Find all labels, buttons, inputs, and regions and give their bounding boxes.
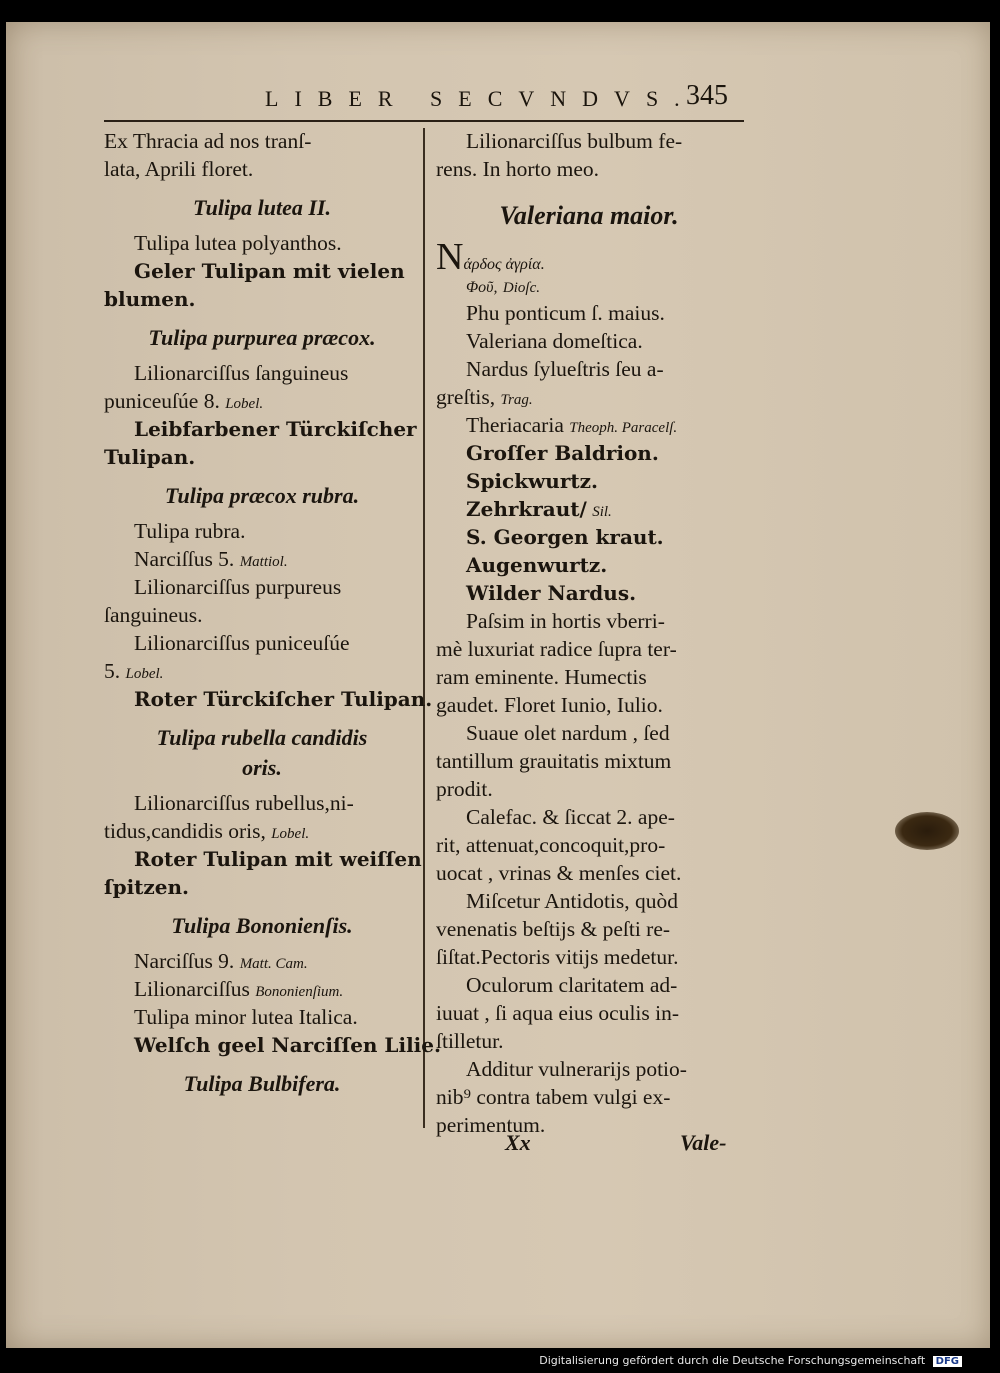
text-line bbox=[436, 299, 742, 327]
heading-text: Tulipa Bulbifera. bbox=[183, 1071, 341, 1096]
greek-synonym-line bbox=[436, 236, 742, 278]
text-line bbox=[436, 775, 742, 803]
author-citation: Trag. bbox=[500, 392, 533, 408]
text-line bbox=[104, 789, 420, 817]
drop-initial: N bbox=[436, 236, 464, 278]
text-line bbox=[436, 579, 742, 607]
line-text: tantillum grauitatis mixtum bbox=[436, 749, 672, 773]
text-line bbox=[436, 859, 742, 887]
line-text: Calefac. & ſiccat 2. ape- bbox=[466, 805, 675, 829]
line-text: iuuat , ſi aqua eius oculis in- bbox=[436, 1001, 680, 1025]
text-line bbox=[436, 943, 742, 971]
text-line bbox=[436, 635, 742, 663]
text-line bbox=[436, 887, 742, 915]
text-line bbox=[104, 545, 420, 573]
german-name: Zehrkraut/ bbox=[466, 497, 587, 521]
line-text: Theriacaria bbox=[466, 413, 564, 437]
line-text: Ex Thracia ad nos tranſ- bbox=[104, 129, 312, 153]
author-citation: Lobel. bbox=[125, 666, 164, 682]
section-heading bbox=[104, 323, 420, 353]
line-text: Lilionarciſſus rubellus,ni- bbox=[134, 791, 354, 815]
line-text: prodit. bbox=[436, 777, 493, 801]
text-line bbox=[436, 383, 742, 411]
section-heading bbox=[104, 753, 420, 783]
author-citation: Sil. bbox=[592, 504, 612, 520]
text-line bbox=[104, 975, 420, 1003]
text-line bbox=[104, 817, 420, 845]
german-name: Roter Türckiſcher Tulipan. bbox=[134, 687, 433, 711]
line-text: Lilionarciſſus ſanguineus bbox=[134, 361, 349, 385]
section-heading bbox=[104, 193, 420, 223]
text-line bbox=[104, 387, 420, 415]
text-line bbox=[436, 971, 742, 999]
text-line bbox=[436, 607, 742, 635]
text-line bbox=[104, 947, 420, 975]
line-text: gaudet. Floret Iunio, Iulio. bbox=[436, 693, 663, 717]
heading-text: Tulipa rubella candidis bbox=[156, 725, 368, 750]
line-text: tidus,candidis oris, bbox=[104, 819, 266, 843]
text-line bbox=[436, 127, 742, 155]
text-line bbox=[104, 1003, 420, 1031]
line-text: Lilionarciſſus bulbum fe- bbox=[466, 129, 683, 153]
author-citation: Mattiol. bbox=[239, 554, 288, 570]
heading-text: oris. bbox=[242, 755, 282, 780]
text-line bbox=[436, 439, 742, 467]
text-line bbox=[436, 803, 742, 831]
text-line bbox=[104, 1031, 441, 1059]
line-text: perimentum. bbox=[436, 1113, 546, 1137]
line-text: ſanguineus. bbox=[104, 603, 203, 627]
german-name: ſpitzen. bbox=[104, 875, 190, 899]
text-line bbox=[104, 359, 420, 387]
text-line bbox=[104, 127, 420, 155]
line-text: 5. bbox=[104, 659, 121, 683]
text-line bbox=[436, 155, 742, 183]
text-line bbox=[104, 285, 420, 313]
text-line bbox=[104, 155, 420, 183]
text-line bbox=[104, 685, 433, 713]
text-line bbox=[436, 1055, 742, 1083]
text-line bbox=[104, 873, 420, 901]
header-rule bbox=[104, 120, 744, 122]
text-line bbox=[436, 663, 742, 691]
text-line bbox=[436, 719, 742, 747]
text-line bbox=[436, 915, 742, 943]
right-column bbox=[436, 127, 742, 1139]
line-text: Narciſſus 9. bbox=[134, 949, 235, 973]
line-text: uocat , vrinas & menſes ciet. bbox=[436, 861, 682, 885]
text-line bbox=[436, 411, 742, 439]
paper-stain bbox=[895, 812, 959, 850]
text-line bbox=[104, 657, 420, 685]
text-line bbox=[436, 747, 742, 775]
line-text: ram eminente. Humectis bbox=[436, 665, 647, 689]
text-line bbox=[104, 845, 420, 873]
text-line bbox=[436, 1027, 742, 1055]
text-line bbox=[104, 443, 420, 471]
text-line bbox=[436, 691, 742, 719]
text-line bbox=[436, 467, 742, 495]
text-line bbox=[104, 229, 420, 257]
text-line bbox=[436, 523, 742, 551]
running-title: LIBER SECVNDVS. bbox=[265, 86, 696, 111]
line-text: Oculorum claritatem ad- bbox=[466, 973, 678, 997]
german-name: Groſſer Baldrion. bbox=[466, 441, 659, 465]
section-heading bbox=[104, 1069, 420, 1099]
german-name: S. Georgen kraut. bbox=[466, 525, 664, 549]
heading-text: Valeriana maior. bbox=[499, 201, 679, 230]
line-text: Valeriana domeſtica. bbox=[466, 329, 643, 353]
german-name: blumen. bbox=[104, 287, 196, 311]
text-line bbox=[104, 517, 420, 545]
line-text: Additur vulnerarijs potio- bbox=[466, 1057, 687, 1081]
greek-name: Φοῦ, bbox=[466, 279, 498, 296]
author-citation: Bononienſium. bbox=[255, 984, 344, 1000]
line-text: venenatis beſtijs & peſti re- bbox=[436, 917, 671, 941]
text-line bbox=[436, 1083, 742, 1111]
text-line bbox=[104, 601, 420, 629]
text-line bbox=[436, 495, 742, 523]
page-number: 345 bbox=[686, 80, 728, 111]
line-text: Suaue olet nardum , ſed bbox=[466, 721, 670, 745]
german-name: Tulipan. bbox=[104, 445, 196, 469]
line-text: mè luxuriat radice ſupra ter- bbox=[436, 637, 677, 661]
line-text: Tulipa minor lutea Italica. bbox=[134, 1005, 358, 1029]
line-text: Lilionarciſſus purpureus bbox=[134, 575, 342, 599]
line-text: Narciſſus 5. bbox=[134, 547, 235, 571]
german-name: Welſch geel Narciſſen Lilie. bbox=[134, 1033, 441, 1057]
text-line bbox=[436, 327, 742, 355]
line-text: Phu ponticum ſ. maius. bbox=[466, 301, 665, 325]
section-heading bbox=[104, 911, 420, 941]
catchword: Vale- bbox=[680, 1130, 727, 1155]
line-text: rit, attenuat,concoquit,pro- bbox=[436, 833, 666, 857]
line-text: Miſcetur Antidotis, quòd bbox=[466, 889, 679, 913]
german-name: Geler Tulipan mit vielen bbox=[134, 259, 405, 283]
line-text: greſtis, bbox=[436, 385, 496, 409]
line-text: ſiſtat.Pectoris vitijs medetur. bbox=[436, 945, 679, 969]
line-text: Paſsim in hortis vberri- bbox=[466, 609, 665, 633]
text-line bbox=[104, 573, 420, 601]
author-citation: Dioſc. bbox=[502, 280, 540, 296]
text-line bbox=[104, 257, 420, 285]
dfg-logo: DFG bbox=[933, 1356, 962, 1367]
author-citation: Lobel. bbox=[225, 396, 264, 412]
line-text: nib⁹ contra tabem vulgi ex- bbox=[436, 1085, 671, 1109]
section-heading bbox=[104, 723, 420, 753]
line-text: puniceuſúe 8. bbox=[104, 389, 220, 413]
text-line bbox=[104, 629, 420, 657]
line-text: lata, Aprili floret. bbox=[104, 157, 254, 181]
author-citation: Theoph. Paracelſ. bbox=[569, 420, 678, 436]
line-text: Nardus ſylueſtris ſeu a- bbox=[466, 357, 664, 381]
heading-text: Tulipa purpurea præcox. bbox=[148, 325, 376, 350]
german-name: Leibfarbener Türckiſcher bbox=[134, 417, 417, 441]
section-heading bbox=[436, 199, 742, 233]
author-citation: Lobel. bbox=[271, 826, 310, 842]
line-text: rens. In horto meo. bbox=[436, 157, 600, 181]
credit-text: Digitalisierung gefördert durch die Deutsche Forschungsgemeinschaft bbox=[539, 1354, 926, 1367]
heading-text: Tulipa præcox rubra. bbox=[164, 483, 360, 508]
section-heading bbox=[104, 481, 420, 511]
text-line bbox=[436, 551, 742, 579]
column-divider bbox=[423, 128, 425, 1128]
text-line bbox=[436, 355, 742, 383]
digitization-credit bbox=[539, 1354, 962, 1367]
german-name: Wilder Nardus. bbox=[466, 581, 637, 605]
line-text: Lilionarciſſus puniceuſúe bbox=[134, 631, 350, 655]
text-line bbox=[104, 415, 420, 443]
line-text: Lilionarciſſus bbox=[134, 977, 250, 1001]
greek-synonym-line bbox=[436, 271, 742, 299]
line-text: Tulipa rubra. bbox=[134, 519, 246, 543]
text-line bbox=[436, 999, 742, 1027]
german-name: Augenwurtz. bbox=[466, 553, 608, 577]
signature-mark: Xx bbox=[505, 1130, 531, 1155]
line-text: Tulipa lutea polyanthos. bbox=[134, 231, 342, 255]
german-name: Spickwurtz. bbox=[466, 469, 598, 493]
german-name: Roter Tulipan mit weiſſen bbox=[134, 847, 422, 871]
heading-text: Tulipa Bononienſis. bbox=[171, 913, 353, 938]
text-line bbox=[436, 831, 742, 859]
author-citation: Matt. Cam. bbox=[239, 956, 308, 972]
heading-text: Tulipa lutea II. bbox=[193, 195, 331, 220]
line-text: ſtilletur. bbox=[436, 1029, 504, 1053]
left-column bbox=[104, 127, 441, 1105]
greek-name: άρδος ἀγρία. bbox=[463, 256, 545, 273]
